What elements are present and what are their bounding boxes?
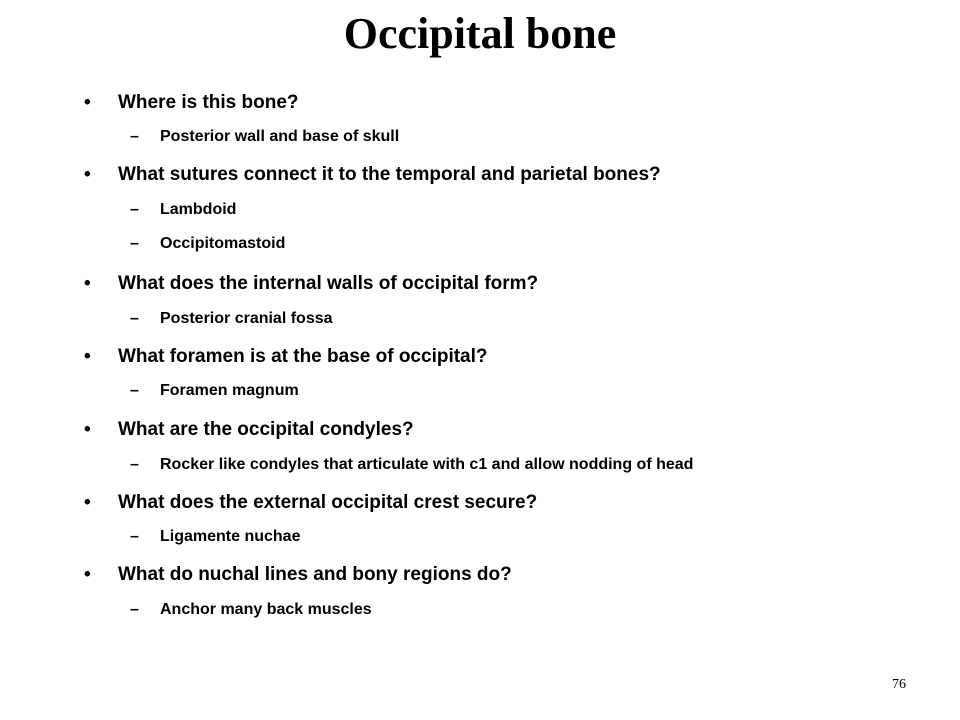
bullet-icon: •: [84, 492, 91, 513]
answer-text: Posterior cranial fossa: [160, 310, 333, 327]
dash-icon: –: [130, 128, 139, 145]
answer-text: Posterior wall and base of skull: [160, 128, 400, 145]
dash-icon: –: [130, 382, 139, 399]
question-text: What do nuchal lines and bony regions do?: [118, 564, 512, 585]
answer-text: Ligamente nuchae: [160, 528, 301, 545]
question-text: Where is this bone?: [118, 92, 299, 113]
question-text: What does the internal walls of occipital form?: [118, 273, 539, 294]
bullet-icon: •: [84, 419, 91, 440]
bullet-icon: •: [84, 273, 91, 294]
slide-title: Occipital bone: [343, 9, 617, 58]
answer-text: Occipitomastoid: [160, 235, 286, 252]
bullet-icon: •: [84, 346, 91, 367]
question-text: What foramen is at the base of occipital?: [118, 346, 488, 367]
answer-text: Foramen magnum: [160, 382, 299, 399]
bullet-icon: •: [84, 164, 91, 185]
dash-icon: –: [130, 310, 139, 327]
dash-icon: –: [130, 528, 139, 545]
dash-icon: –: [130, 235, 139, 252]
question-text: What are the occipital condyles?: [118, 419, 414, 440]
question-text: What sutures connect it to the temporal and parietal bones?: [118, 164, 661, 185]
bullet-icon: •: [84, 564, 91, 585]
bullet-icon: •: [84, 92, 91, 113]
answer-text: Lambdoid: [160, 201, 237, 218]
dash-icon: –: [130, 456, 139, 473]
question-text: What does the external occipital crest secure?: [118, 492, 538, 513]
answer-text: Anchor many back muscles: [160, 601, 372, 618]
dash-icon: –: [130, 601, 139, 618]
dash-icon: –: [130, 201, 139, 218]
answer-text: Rocker like condyles that articulate with c1 and allow nodding of head: [160, 456, 694, 473]
slide-number: 76: [892, 677, 906, 692]
